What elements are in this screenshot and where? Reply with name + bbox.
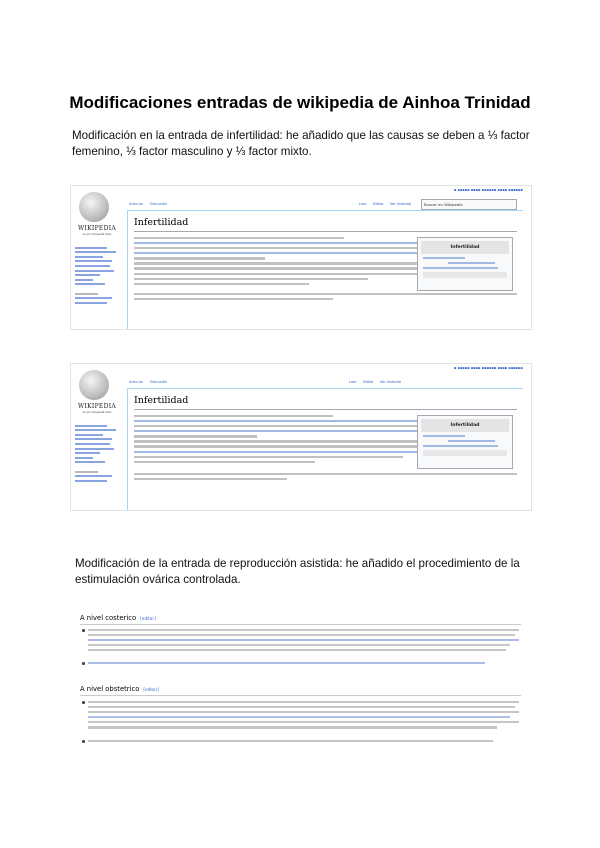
article-content bbox=[127, 388, 523, 510]
article-title: Infertilidad bbox=[134, 395, 189, 406]
bullet bbox=[82, 662, 85, 665]
title-rule bbox=[134, 231, 517, 232]
sidebar-nav bbox=[75, 244, 121, 306]
wikipedia-globe-icon bbox=[79, 192, 109, 222]
user-links: ▪ ▪▪▪▪▪ ▪▪▪▪ ▪▪▪▪▪▪ ▪▪▪▪ ▪▪▪▪▪▪ bbox=[453, 188, 523, 192]
article-text-lines bbox=[134, 237, 426, 288]
view-tabs bbox=[349, 380, 406, 384]
user-links: ▪ ▪▪▪▪▪ ▪▪▪▪ ▪▪▪▪▪▪ ▪▪▪▪ ▪▪▪▪▪▪ bbox=[453, 366, 523, 370]
infobox bbox=[417, 415, 513, 469]
namespace-tabs bbox=[129, 202, 173, 206]
infobox-title: Infertilidad bbox=[421, 241, 509, 254]
paragraph-reproduccion: Modificación de la entrada de reproducción asistida: he añadido el procedimiento de la estimulación ovárica controlada. bbox=[75, 557, 520, 586]
document-title: Modificaciones entradas de wikipedia de Ainhoa Trinidad bbox=[69, 93, 531, 112]
article-full-lines bbox=[134, 473, 517, 483]
search-input[interactable]: Buscar en Wikipedia bbox=[421, 199, 517, 210]
tab-history[interactable]: Ver historial bbox=[379, 380, 402, 384]
reproduccion-screenshot bbox=[78, 610, 523, 758]
tab-edit[interactable]: Editar bbox=[373, 202, 384, 206]
tab-edit[interactable]: Editar bbox=[363, 380, 374, 384]
article-content bbox=[127, 210, 523, 329]
wikipedia-wordmark: WIKIPEDIA bbox=[77, 225, 117, 232]
edit-link-2[interactable]: [editar] bbox=[143, 687, 159, 692]
section-2-lines bbox=[88, 701, 519, 732]
wikipedia-screenshot-1 bbox=[70, 185, 532, 330]
tab-read[interactable]: Leer bbox=[359, 202, 367, 206]
title-rule bbox=[134, 409, 517, 410]
namespace-tabs bbox=[129, 380, 173, 384]
section-heading-2: A nivel obstetrico [editar] bbox=[80, 685, 159, 693]
wikipedia-screenshot-2 bbox=[70, 363, 532, 511]
bullet bbox=[82, 740, 85, 743]
section-1-lines bbox=[88, 629, 519, 654]
view-tabs bbox=[359, 202, 416, 206]
sidebar-nav bbox=[75, 422, 121, 484]
wikipedia-globe-icon bbox=[79, 370, 109, 400]
bullet bbox=[82, 701, 85, 704]
paragraph-infertilidad: Modificación en la entrada de infertilidad: he añadido que las causas se deben a ⅓ factor femenino, ⅓ factor masculino y ⅓ factor mixto. bbox=[72, 129, 530, 158]
wikipedia-tagline: La enciclopedia libre bbox=[82, 232, 112, 236]
section-heading-1: A nivel costerico [editar] bbox=[80, 614, 156, 622]
wikipedia-tagline: La enciclopedia libre bbox=[82, 410, 112, 414]
edit-link-1[interactable]: [editar] bbox=[140, 616, 156, 621]
article-full-lines bbox=[134, 293, 517, 303]
infobox-title: Infertilidad bbox=[421, 419, 509, 432]
tab-article[interactable]: Artículo bbox=[129, 380, 143, 384]
tab-read[interactable]: Leer bbox=[349, 380, 357, 384]
bullet bbox=[82, 629, 85, 632]
article-title: Infertilidad bbox=[134, 217, 189, 228]
tab-talk[interactable]: Discusión bbox=[149, 202, 168, 206]
section-2-lines-b bbox=[88, 740, 519, 745]
section-1-lines-b bbox=[88, 662, 519, 667]
wikipedia-wordmark: WIKIPEDIA bbox=[77, 403, 117, 410]
infobox bbox=[417, 237, 513, 291]
tab-talk[interactable]: Discusión bbox=[149, 380, 168, 384]
tab-history[interactable]: Ver historial bbox=[389, 202, 412, 206]
article-text-lines bbox=[134, 415, 426, 466]
tab-article[interactable]: Artículo bbox=[129, 202, 143, 206]
